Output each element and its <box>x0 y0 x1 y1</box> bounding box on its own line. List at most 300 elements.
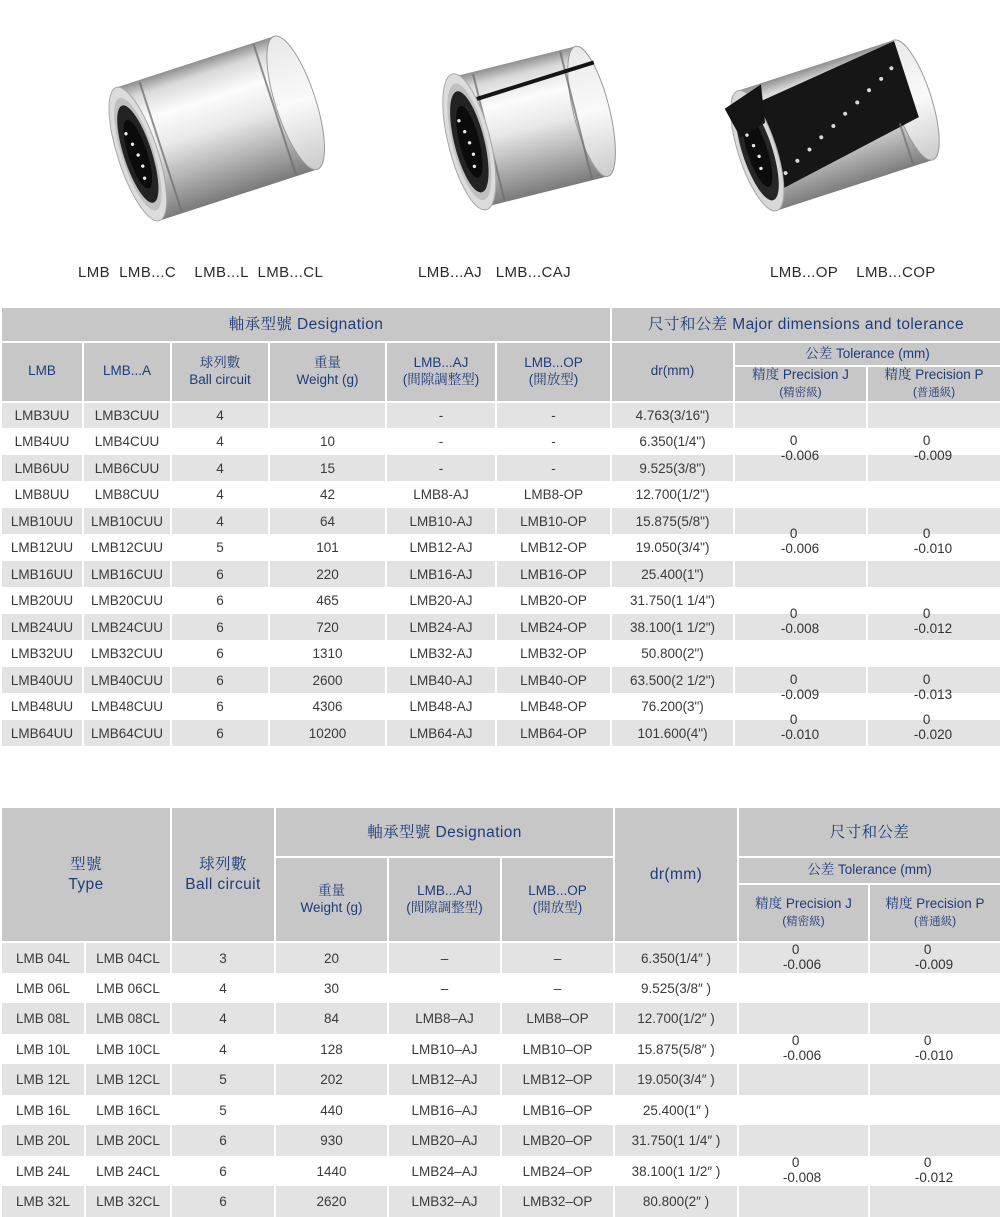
cell: LMB10-AJ <box>386 508 496 535</box>
cell: - <box>496 402 611 429</box>
cell: 5 <box>171 1095 275 1126</box>
table-row <box>1 1186 1000 1217</box>
cell: 6 <box>171 587 269 614</box>
table-row <box>1 1034 1000 1065</box>
cell: LMB24CUU <box>83 614 171 641</box>
label-line: Ball circuit <box>189 371 251 387</box>
col-header-dr: dr(mm) <box>614 807 738 942</box>
cell: LMB64-AJ <box>386 720 496 747</box>
tolerance-value-precision-j: 0 -0.010 <box>780 711 820 742</box>
cell: 4306 <box>269 693 386 720</box>
tolerance-cell <box>867 561 1000 588</box>
tolerance-cell <box>738 1156 869 1187</box>
col-header-lmba: LMB...A <box>83 342 171 402</box>
label-line: (精密級) <box>782 916 825 929</box>
tolerance-value-precision-p: 0 -0.009 <box>914 941 954 972</box>
cell: 9.525(3/8") <box>611 455 734 482</box>
cell: LMB12-OP <box>496 534 611 561</box>
col-header-weight <box>275 857 388 942</box>
tolerance-value-precision-j: 0 -0.008 <box>780 605 820 636</box>
label-line: Ball circuit <box>185 875 261 893</box>
cell: LMB12–OP <box>501 1064 614 1095</box>
cell: 6 <box>171 640 269 667</box>
cell: 38.100(1 1/2″ ) <box>614 1156 738 1187</box>
label-line: (普通級) <box>912 386 956 399</box>
cell: LMB24–AJ <box>388 1156 501 1187</box>
table-row <box>1 534 1000 561</box>
cell: LMB4CUU <box>83 428 171 455</box>
cell: - <box>386 455 496 482</box>
cell: LMB 06L <box>1 973 85 1004</box>
cell: 25.400(1") <box>611 561 734 588</box>
tolerance-value-precision-p: 0 -0.009 <box>913 433 953 464</box>
cell: LMB20-OP <box>496 587 611 614</box>
cell: 3 <box>171 942 275 973</box>
table-row <box>1 1064 1000 1095</box>
tolerance-value-precision-j: 0 -0.006 <box>782 1033 822 1063</box>
cell: LMB20–OP <box>501 1125 614 1156</box>
cell: LMB16–OP <box>501 1095 614 1126</box>
cell: LMB 12L <box>1 1064 85 1095</box>
bearing-adjustable-image <box>396 6 646 259</box>
col-header-op <box>501 857 614 942</box>
cell: LMB20CUU <box>83 587 171 614</box>
cell: LMB24–OP <box>501 1156 614 1187</box>
tolerance-cell <box>734 481 867 508</box>
product-images-section <box>0 0 1000 306</box>
cell: 76.200(3") <box>611 693 734 720</box>
cell: LMB 04CL <box>85 942 171 973</box>
cell: LMB32UU <box>1 640 83 667</box>
tolerance-cell <box>734 614 867 641</box>
cell: LMB 16CL <box>85 1095 171 1126</box>
cell: 4 <box>171 1034 275 1065</box>
tolerance-cell <box>867 587 1000 614</box>
tolerance-cell <box>734 720 867 747</box>
table-row <box>1 1156 1000 1187</box>
col-header-precision-j <box>734 366 867 402</box>
cell: LMB16UU <box>1 561 83 588</box>
table2-header <box>1 807 1000 942</box>
table-row <box>1 693 1000 720</box>
cell: LMB32CUU <box>83 640 171 667</box>
cell: 19.050(3/4″ ) <box>614 1064 738 1095</box>
table-row <box>1 720 1000 747</box>
cell: LMB64CUU <box>83 720 171 747</box>
table1-metric-series <box>0 306 1000 746</box>
cell: LMB4UU <box>1 428 83 455</box>
tolerance-header: 公差 Tolerance (mm) <box>738 857 1000 884</box>
cell: 5 <box>171 534 269 561</box>
cell: 4 <box>171 428 269 455</box>
cell: 19.050(3/4") <box>611 534 734 561</box>
cell: LMB 32CL <box>85 1186 171 1217</box>
tolerance-value-precision-p: 0 -0.010 <box>913 525 953 556</box>
cell: 38.100(1 1/2") <box>611 614 734 641</box>
tolerance-cell <box>867 508 1000 535</box>
table-row <box>1 973 1000 1004</box>
cell: 128 <box>275 1034 388 1065</box>
tolerance-cell <box>734 693 867 720</box>
cell: LMB 04L <box>1 942 85 973</box>
label-line: LMB...OP <box>528 882 587 898</box>
cell: 6 <box>171 561 269 588</box>
table-row <box>1 402 1000 429</box>
label-line: Type <box>68 875 104 893</box>
table-row <box>1 640 1000 667</box>
cell: 2620 <box>275 1186 388 1217</box>
cell: LMB6CUU <box>83 455 171 482</box>
cell: LMB64UU <box>1 720 83 747</box>
label-line: 精度 Precision J <box>755 896 852 912</box>
table1-body <box>1 402 1000 747</box>
cell: - <box>386 428 496 455</box>
cell: LMB10–AJ <box>388 1034 501 1065</box>
cell: LMB48-AJ <box>386 693 496 720</box>
table-row <box>1 1095 1000 1126</box>
cell: 15.875(5/8″ ) <box>614 1034 738 1065</box>
table-row <box>1 1125 1000 1156</box>
cell: LMB 10L <box>1 1034 85 1065</box>
cell: LMB 16L <box>1 1095 85 1126</box>
tolerance-cell <box>734 561 867 588</box>
tolerance-cell <box>867 534 1000 561</box>
cell: 101.600(4") <box>611 720 734 747</box>
tolerance-cell <box>867 481 1000 508</box>
cell: 31.750(1 1/4″ ) <box>614 1125 738 1156</box>
cell: 6 <box>171 667 269 694</box>
label-line: (開放型) <box>528 371 579 387</box>
col-header-op <box>496 342 611 402</box>
cell: 202 <box>275 1064 388 1095</box>
cell: 4.763(3/16") <box>611 402 734 429</box>
label-line: (精密級) <box>779 386 822 399</box>
cell: 25.400(1″ ) <box>614 1095 738 1126</box>
cell: LMB32-AJ <box>386 640 496 667</box>
cell: 10 <box>269 428 386 455</box>
label-line: 重量 <box>314 355 341 370</box>
cell: 12.700(1/2") <box>611 481 734 508</box>
cell: LMB24-AJ <box>386 614 496 641</box>
table2-designation-header: 軸承型號 Designation <box>275 807 614 857</box>
table2-dimensions-header: 尺寸和公差 <box>738 807 1000 857</box>
tolerance-cell <box>867 455 1000 482</box>
table1-header <box>1 307 1000 402</box>
cell: 5 <box>171 1064 275 1095</box>
tolerance-value-precision-j: 0 -0.006 <box>782 941 822 972</box>
cell: 6 <box>171 1156 275 1187</box>
product-label-closed: LMB LMB...C LMB...L LMB...CL <box>78 264 324 281</box>
col-header-ball-circuit <box>171 807 275 942</box>
cell: LMB16CUU <box>83 561 171 588</box>
col-header-lmb: LMB <box>1 342 83 402</box>
cell: LMB48-OP <box>496 693 611 720</box>
cell: 4 <box>171 1003 275 1034</box>
tolerance-cell <box>738 1125 869 1156</box>
cell: 31.750(1 1/4") <box>611 587 734 614</box>
cell: LMB8CUU <box>83 481 171 508</box>
col-header-type <box>1 807 171 942</box>
tolerance-cell <box>738 1064 869 1095</box>
cell: 101 <box>269 534 386 561</box>
tolerance-cell <box>738 973 869 1004</box>
cell: - <box>496 455 611 482</box>
cell: 720 <box>269 614 386 641</box>
cell: – <box>388 942 501 973</box>
table1-designation-header: 軸承型號 Designation <box>1 307 611 342</box>
cell: LMB20-AJ <box>386 587 496 614</box>
cell: LMB 06CL <box>85 973 171 1004</box>
label-line: 重量 <box>318 882 345 898</box>
cell: 930 <box>275 1125 388 1156</box>
cell: LMB 12CL <box>85 1064 171 1095</box>
section-divider <box>0 746 1000 806</box>
bearing-closed-image <box>72 6 352 259</box>
tolerance-cell <box>869 973 1000 1004</box>
tolerance-cell <box>734 667 867 694</box>
cell: 84 <box>275 1003 388 1034</box>
tolerance-value-precision-p: 0 -0.012 <box>913 605 953 636</box>
col-header-weight <box>269 342 386 402</box>
cell: 6 <box>171 720 269 747</box>
tolerance-cell <box>867 720 1000 747</box>
label-line: 精度 Precision P <box>885 896 985 912</box>
cell: 6 <box>171 693 269 720</box>
cell: 1440 <box>275 1156 388 1187</box>
table2-wrap <box>0 806 1000 1217</box>
tolerance-cell <box>738 1186 869 1217</box>
tolerance-cell <box>867 693 1000 720</box>
cell: LMB 20L <box>1 1125 85 1156</box>
label-line: LMB...AJ <box>413 355 469 370</box>
label-line: (開放型) <box>532 899 583 915</box>
cell: LMB40UU <box>1 667 83 694</box>
tolerance-cell <box>734 508 867 535</box>
col-header-dr: dr(mm) <box>611 342 734 402</box>
cell: 50.800(2") <box>611 640 734 667</box>
tolerance-value-precision-j: 0 -0.009 <box>780 671 820 702</box>
cell: 80.800(2″ ) <box>614 1186 738 1217</box>
tolerance-value-precision-p: 0 -0.020 <box>913 711 953 742</box>
cell: 6 <box>171 614 269 641</box>
tolerance-cell <box>734 428 867 455</box>
cell: 465 <box>269 587 386 614</box>
tolerance-cell <box>869 1095 1000 1126</box>
cell: LMB16–AJ <box>388 1095 501 1126</box>
table-row <box>1 614 1000 641</box>
label-line: LMB...AJ <box>417 882 472 898</box>
cell: LMB8UU <box>1 481 83 508</box>
table2-body <box>1 942 1000 1217</box>
cell <box>269 402 386 429</box>
cell: LMB3UU <box>1 402 83 429</box>
cell: LMB8-AJ <box>386 481 496 508</box>
cell: LMB12UU <box>1 534 83 561</box>
table-row <box>1 942 1000 973</box>
cell: - <box>496 428 611 455</box>
table1-dimensions-header: 尺寸和公差 Major dimensions and tolerance <box>611 307 1000 342</box>
label-line: Weight (g) <box>300 899 363 915</box>
cell: LMB12CUU <box>83 534 171 561</box>
cell: LMB10–OP <box>501 1034 614 1065</box>
product-label-adjustable: LMB...AJ LMB...CAJ <box>418 264 572 281</box>
table-row <box>1 1003 1000 1034</box>
label-line: LMB...OP <box>524 355 583 370</box>
table1-wrap <box>0 306 1000 746</box>
cell: – <box>388 973 501 1004</box>
cell: LMB32–OP <box>501 1186 614 1217</box>
cell: LMB6UU <box>1 455 83 482</box>
tolerance-value-precision-p: 0 -0.013 <box>913 671 953 702</box>
cell: LMB 24CL <box>85 1156 171 1187</box>
label-line: (間隙調整型) <box>402 371 480 387</box>
tolerance-cell <box>869 1064 1000 1095</box>
cell: 6.350(1/4") <box>611 428 734 455</box>
cell: - <box>386 402 496 429</box>
cell: LMB20UU <box>1 587 83 614</box>
cell: LMB 08L <box>1 1003 85 1034</box>
cell: LMB24UU <box>1 614 83 641</box>
cell: LMB 24L <box>1 1156 85 1187</box>
table-row <box>1 455 1000 482</box>
cell: LMB10UU <box>1 508 83 535</box>
table-row <box>1 667 1000 694</box>
col-header-precision-j <box>738 884 869 942</box>
label-line: 型號 <box>70 856 102 874</box>
table-row <box>1 561 1000 588</box>
tolerance-cell <box>869 942 1000 973</box>
cell: 220 <box>269 561 386 588</box>
tolerance-header: 公差 Tolerance (mm) <box>734 342 1000 366</box>
cell: 42 <box>269 481 386 508</box>
table-row <box>1 481 1000 508</box>
cell: – <box>501 942 614 973</box>
cell: 15.875(5/8") <box>611 508 734 535</box>
cell: LMB40CUU <box>83 667 171 694</box>
cell: LMB 10CL <box>85 1034 171 1065</box>
cell: LMB12-AJ <box>386 534 496 561</box>
cell: LMB32-OP <box>496 640 611 667</box>
tolerance-cell <box>734 640 867 667</box>
tolerance-cell <box>734 587 867 614</box>
table-row <box>1 508 1000 535</box>
table-row <box>1 428 1000 455</box>
cell: LMB48CUU <box>83 693 171 720</box>
cell: 4 <box>171 508 269 535</box>
label-line: Weight (g) <box>296 371 359 387</box>
label-line: 精度 Precision P <box>884 367 984 382</box>
cell: 12.700(1/2″ ) <box>614 1003 738 1034</box>
label-line: (間隙調整型) <box>406 899 483 915</box>
tolerance-value-precision-j: 0 -0.006 <box>780 433 820 464</box>
cell: 6 <box>171 1125 275 1156</box>
table2-l-series <box>0 806 1000 1217</box>
cell: LMB10CUU <box>83 508 171 535</box>
tolerance-value-precision-p: 0 -0.012 <box>914 1155 954 1185</box>
tolerance-value-precision-p: 0 -0.010 <box>914 1033 954 1063</box>
tolerance-cell <box>738 942 869 973</box>
tolerance-cell <box>867 614 1000 641</box>
cell: 440 <box>275 1095 388 1126</box>
cell: 4 <box>171 481 269 508</box>
cell: LMB64-OP <box>496 720 611 747</box>
tolerance-cell <box>734 402 867 429</box>
tolerance-cell <box>738 1003 869 1034</box>
cell: LMB48UU <box>1 693 83 720</box>
table-row <box>1 587 1000 614</box>
tolerance-value-precision-j: 0 -0.006 <box>780 525 820 556</box>
label-line: 精度 Precision J <box>752 367 849 382</box>
label-line: 球列數 <box>199 856 247 874</box>
cell: 15 <box>269 455 386 482</box>
cell: LMB8–OP <box>501 1003 614 1034</box>
cell: 6 <box>171 1186 275 1217</box>
cell: 64 <box>269 508 386 535</box>
cell: LMB 32L <box>1 1186 85 1217</box>
cell: LMB16-OP <box>496 561 611 588</box>
cell: LMB12–AJ <box>388 1064 501 1095</box>
cell: LMB20–AJ <box>388 1125 501 1156</box>
tolerance-value-precision-j: 0 -0.008 <box>782 1155 822 1185</box>
col-header-aj <box>388 857 501 942</box>
col-header-precision-p <box>867 366 1000 402</box>
cell: – <box>501 973 614 1004</box>
cell: LMB3CUU <box>83 402 171 429</box>
cell: 4 <box>171 455 269 482</box>
tolerance-cell <box>867 640 1000 667</box>
col-header-precision-p <box>869 884 1000 942</box>
cell: LMB40-OP <box>496 667 611 694</box>
cell: LMB8-OP <box>496 481 611 508</box>
label-line: 球列數 <box>199 355 241 370</box>
tolerance-cell <box>869 1003 1000 1034</box>
cell: LMB40-AJ <box>386 667 496 694</box>
cell: 2600 <box>269 667 386 694</box>
tolerance-cell <box>734 455 867 482</box>
cell: LMB24-OP <box>496 614 611 641</box>
cell: LMB 20CL <box>85 1125 171 1156</box>
cell: LMB8–AJ <box>388 1003 501 1034</box>
tolerance-cell <box>867 402 1000 429</box>
tolerance-cell <box>869 1156 1000 1187</box>
cell: 4 <box>171 973 275 1004</box>
col-header-aj <box>386 342 496 402</box>
cell: 30 <box>275 973 388 1004</box>
tolerance-cell <box>734 534 867 561</box>
cell: 10200 <box>269 720 386 747</box>
col-header-ball-circuit <box>171 342 269 402</box>
cell: 63.500(2 1/2") <box>611 667 734 694</box>
tolerance-cell <box>869 1186 1000 1217</box>
cell: 9.525(3/8″ ) <box>614 973 738 1004</box>
cell: 6.350(1/4″ ) <box>614 942 738 973</box>
cell: LMB16-AJ <box>386 561 496 588</box>
cell: 20 <box>275 942 388 973</box>
tolerance-cell <box>869 1034 1000 1065</box>
tolerance-cell <box>867 428 1000 455</box>
tolerance-cell <box>869 1125 1000 1156</box>
cell: 4 <box>171 402 269 429</box>
tolerance-cell <box>867 667 1000 694</box>
bearing-open-image <box>686 8 956 258</box>
label-line: (普通級) <box>913 916 957 929</box>
product-label-open: LMB...OP LMB...COP <box>770 264 936 281</box>
cell: 1310 <box>269 640 386 667</box>
cell: LMB32–AJ <box>388 1186 501 1217</box>
cell: LMB10-OP <box>496 508 611 535</box>
tolerance-cell <box>738 1034 869 1065</box>
cell: LMB 08CL <box>85 1003 171 1034</box>
